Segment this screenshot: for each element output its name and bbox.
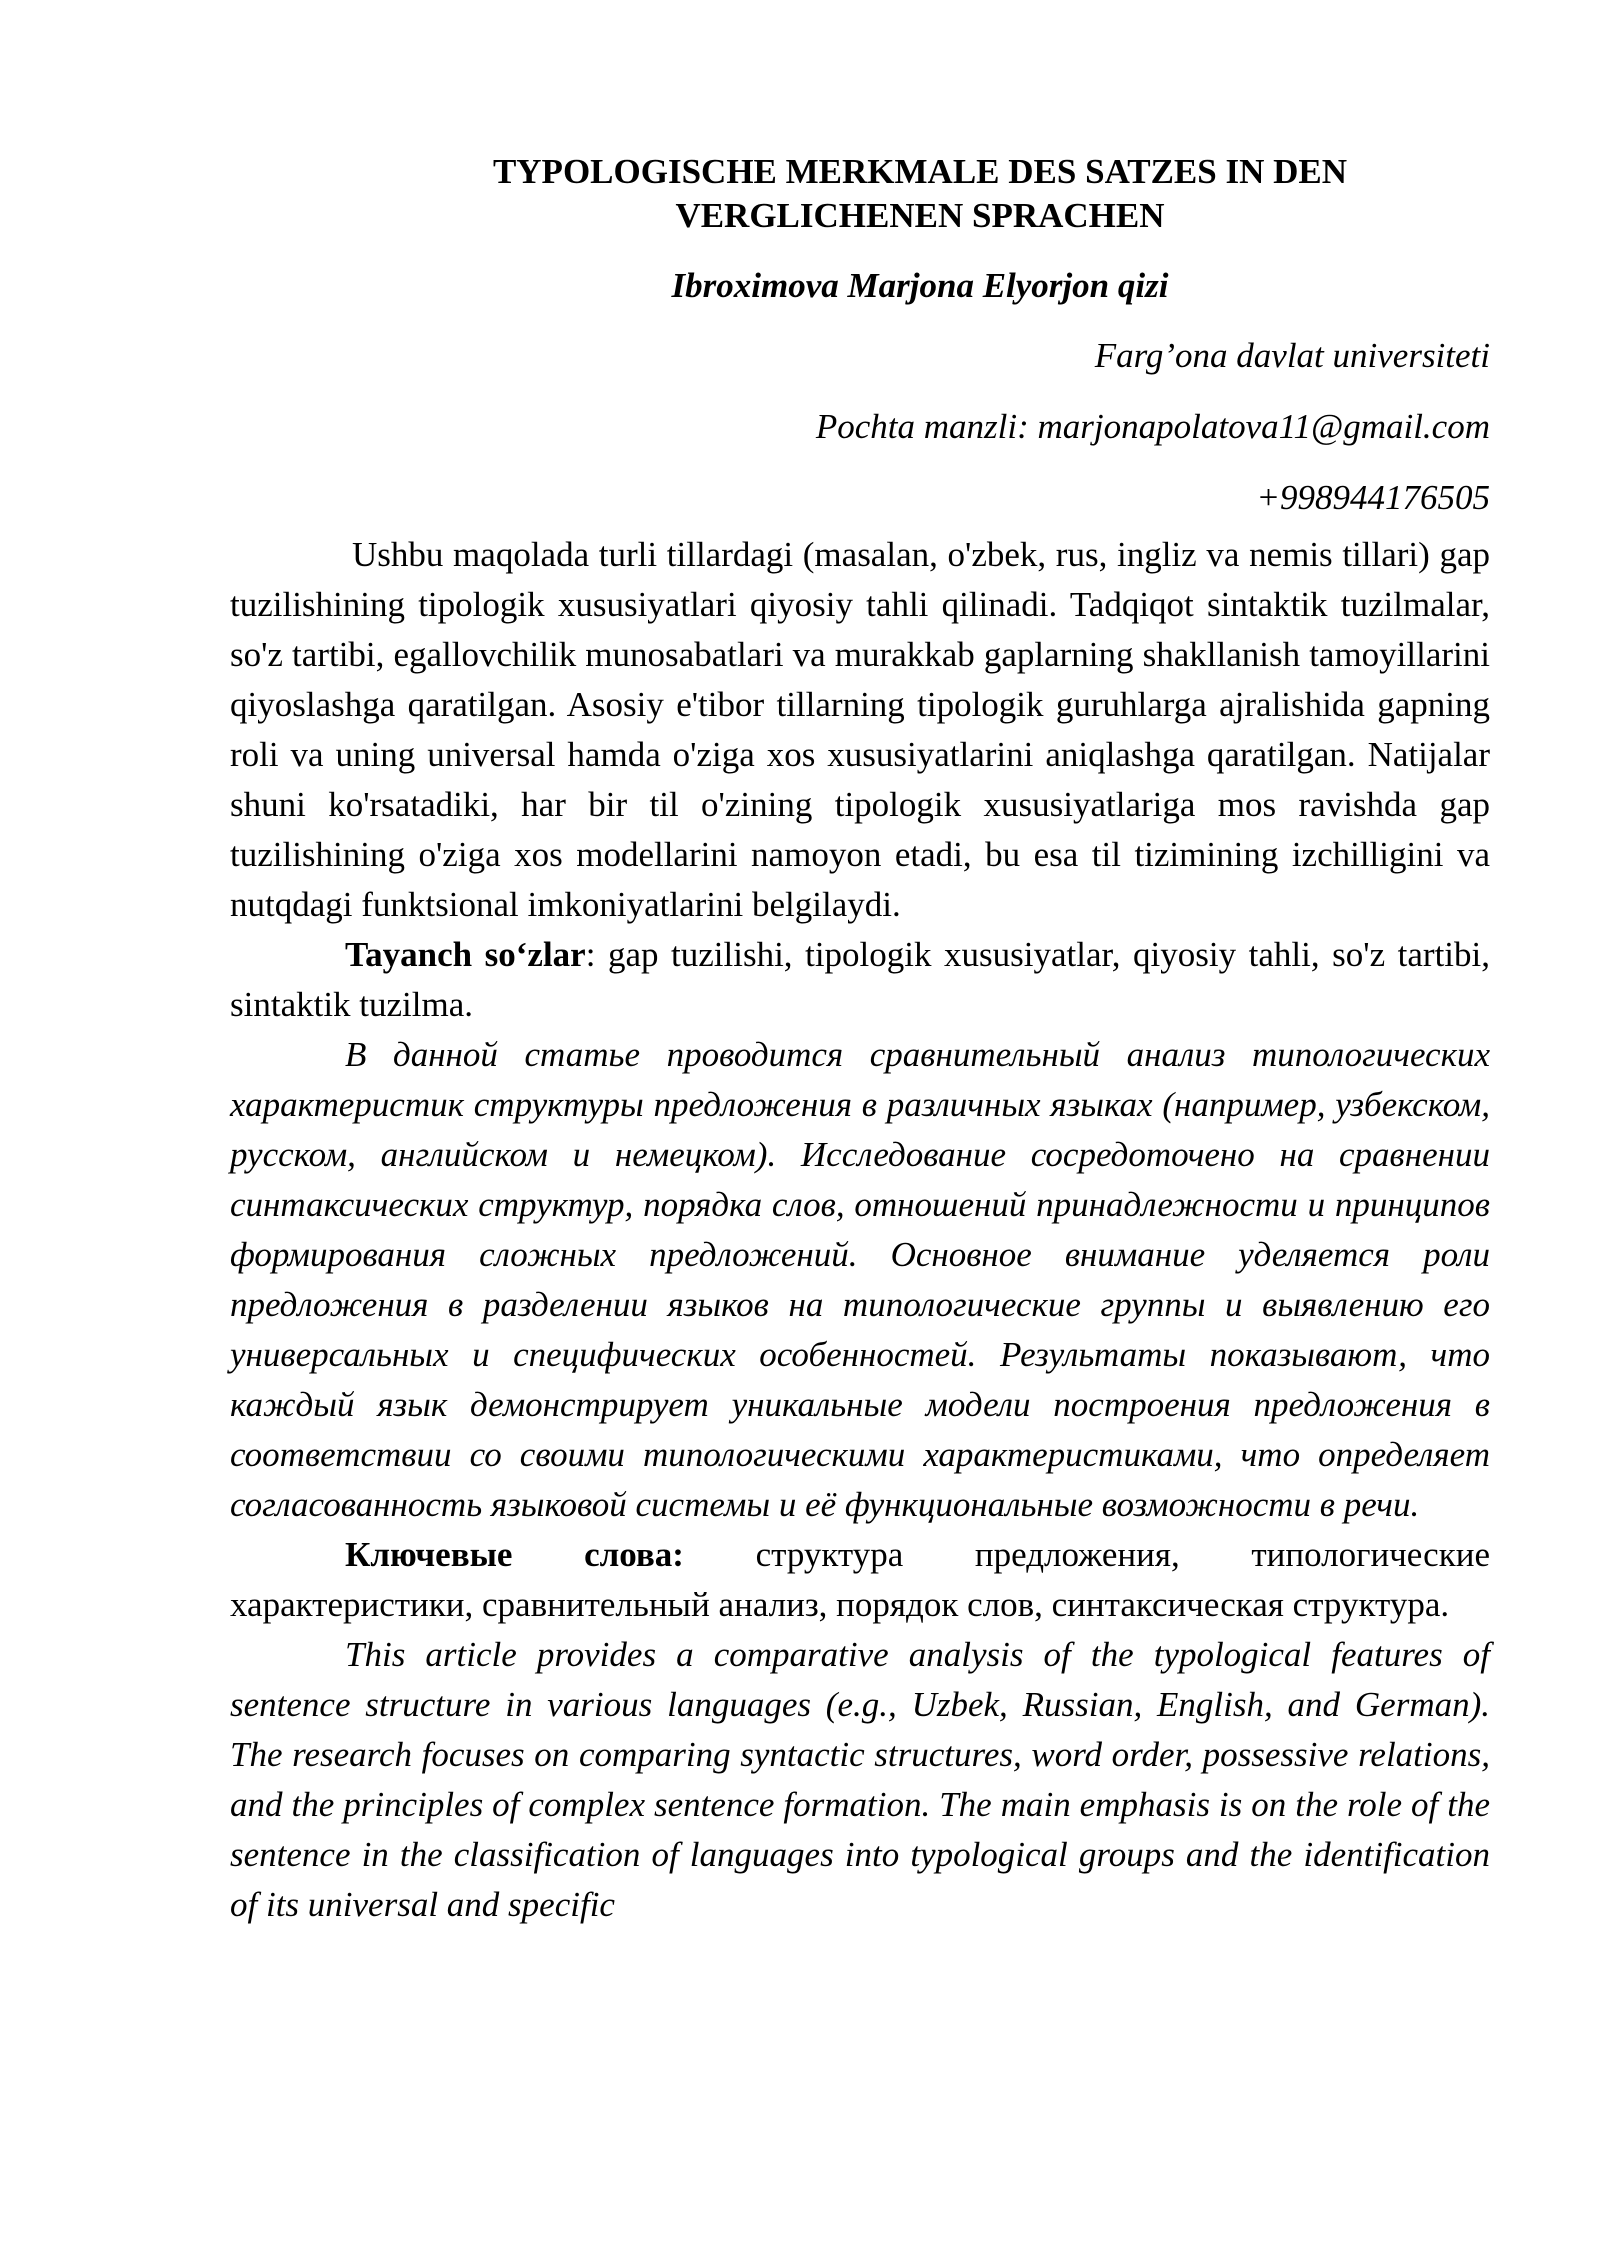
abstract-uzbek: Ushbu maqolada turli tillardagi (masalan, o'zbek, rus, ingliz va nemis tillari) gap tuzilishining tipologik xususiyatlari qiyosiy tahli qilinadi. Tadqiqot sintaktik tuzilmalar, so'z tartibi, egallovchilik munosabatlari va murakkab gaplarning shakllanish tamoyillarini qiyoslashga qaratilgan. Asosiy e'tibor tillarning tipologik guruhlarga ajralishida gapning roli va uning universal hamda o'ziga xos xususiyatlarini aniqlashga qaratilgan. Natijalar shuni ko'rsatadiki, har bir til o'zining tipologik xususiyatlariga mos ravishda gap tuzilishining o'ziga xos modellarini namoyon etadi, bu esa til tizimining izchilligini va nutqdagi funktsional imkoniyatlarini belgilaydi. — [230, 535, 1490, 924]
affiliation: Farg’ona davlat universiteti — [1094, 336, 1490, 375]
abstract-english: This article provides a comparative analysis of the typological features of sentence structure in various languages (e.g., Uzbek, Russian, English, and German). The research focuses on comparing syntactic structures, word order, possessive relations, and the principles of complex sentence formation. The main emphasis is on the role of the sentence in the classification of languages into typological groups and the identification of its universal and specific — [230, 1635, 1490, 1924]
abstract-russian: В данной статье проводится сравнительный анализ типологических характеристик структуры предложения в различных языках (например, узбекском, русском, английском и немецком). Исследование сосредоточено на сравнении синтаксических структур, порядка слов, отношений принадлежности и принципов формирования сложных предложений. Основное внимание уделяется роли предложения в разделении языков на типологические группы и выявлению его универсальных и специфических особенностей. Результаты показывают, что каждый язык демонстрирует уникальные модели построения предложения в соответствии со своими типологическими характеристиками, что определяет согласованность языковой системы и её функциональные возможности в речи. — [230, 1035, 1490, 1524]
keywords-uzbek-label: Tayanch so‘zlar — [345, 935, 586, 974]
paper-title-line-1: TYPOLOGISCHE MERKMALE DES SATZES IN DEN — [492, 152, 1348, 191]
keywords-uzbek — [230, 930, 1490, 1030]
paper-title-line-2: VERGLICHENEN SPRACHEN — [675, 196, 1165, 235]
keywords-russian-label: Ключевые слова: — [345, 1535, 684, 1574]
email-line: Pochta manzli: marjonapolatova11@gmail.com — [815, 407, 1490, 446]
paper-title — [230, 150, 1490, 238]
author-name: Ibroximova Marjona Elyorjon qizi — [671, 266, 1169, 305]
paper-page — [230, 150, 1490, 1930]
keywords-russian-text: структура предложения, типологические характеристики, сравнительный анализ, порядок слов, синтаксическая структура. — [230, 1535, 1490, 1624]
phone-number: +998944176505 — [1256, 478, 1490, 517]
keywords-russian — [230, 1530, 1490, 1630]
keywords-uzbek-text: : gap tuzilishi, tipologik xususiyatlar, qiyosiy tahli, so'z tartibi, sintaktik tuzilma. — [230, 935, 1490, 1024]
